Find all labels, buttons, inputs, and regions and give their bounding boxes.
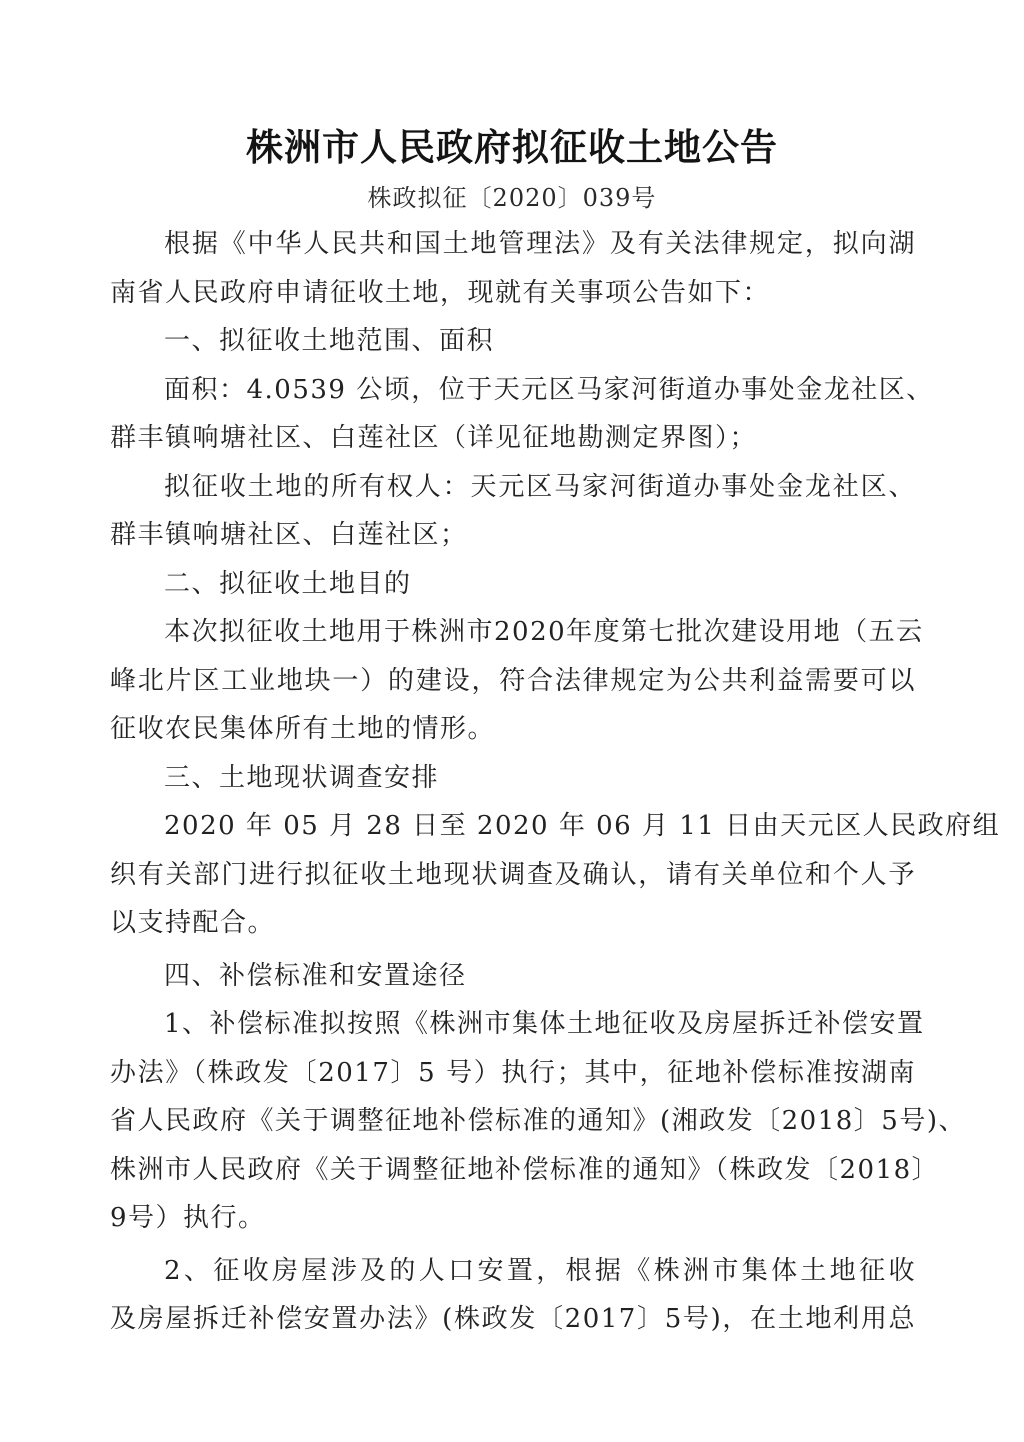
paragraph-line: 群丰镇响塘社区、白莲社区； <box>110 520 468 550</box>
document-body <box>110 220 1001 1344</box>
paragraph-line: 及房屋拆迁补偿安置办法》(株政发〔2017〕5号)，在土地利用总 <box>110 1304 916 1334</box>
paragraph-line: 征收农民集体所有土地的情形。 <box>110 714 496 744</box>
paragraph-line: 面积：4.0539 公顷，位于天元区马家河街道办事处金龙社区、 <box>164 374 934 405</box>
paragraph-line: 根据《中华人民共和国土地管理法》及有关法律规定，拟向湖 <box>164 229 916 259</box>
paragraph-line: 株洲市人民政府《关于调整征地补偿标准的通知》（株政发〔2018〕 <box>110 1154 940 1185</box>
paragraph-line: 办法》（株政发〔2017〕5 号）执行；其中，征地补偿标准按湖南 <box>110 1057 916 1088</box>
paragraph-line: 本次拟征收土地用于株洲市2020年度第七批次建设用地（五云 <box>164 617 924 647</box>
paragraph-line: 2、征收房屋涉及的人口安置，根据《株洲市集体土地征收 <box>164 1255 916 1286</box>
section-heading: 二、拟征收土地目的 <box>164 568 412 599</box>
paragraph-line: 峰北片区工业地块一）的建设，符合法律规定为公共利益需要可以 <box>110 665 916 696</box>
paragraph-line: 南省人民政府申请征收土地，现就有关事项公告如下： <box>110 277 771 308</box>
paragraph-line: 2020 年 05 月 28 日至 2020 年 06 月 11 日由天元区人民政府组 <box>164 811 1001 841</box>
paragraph-line: 织有关部门进行拟征收土地现状调查及确认，请有关单位和个人予 <box>110 859 916 890</box>
paragraph-line: 群丰镇响塘社区、白莲社区（详见征地勘测定界图）； <box>110 423 758 453</box>
section-heading: 一、拟征收土地范围、面积 <box>164 326 495 356</box>
paragraph-line: 9号）执行。 <box>110 1203 266 1233</box>
document-title: 株洲市人民政府拟征收土地公告 <box>246 126 778 169</box>
paragraph-line: 以支持配合。 <box>110 908 276 938</box>
paragraph-line: 拟征收土地的所有权人：天元区马家河街道办事处金龙社区、 <box>164 471 916 502</box>
section-heading: 四、补偿标准和安置途径 <box>164 960 467 991</box>
document-number: 株政拟征〔2020〕039号 <box>367 184 657 212</box>
section-heading: 三、土地现状调查安排 <box>164 762 440 793</box>
paragraph-line: 省人民政府《关于调整征地补偿标准的通知》(湘政发〔2018〕5号)、 <box>110 1106 966 1136</box>
paragraph-line: 1、补偿标准拟按照《株洲市集体土地征收及房屋拆迁补偿安置 <box>164 1009 925 1039</box>
